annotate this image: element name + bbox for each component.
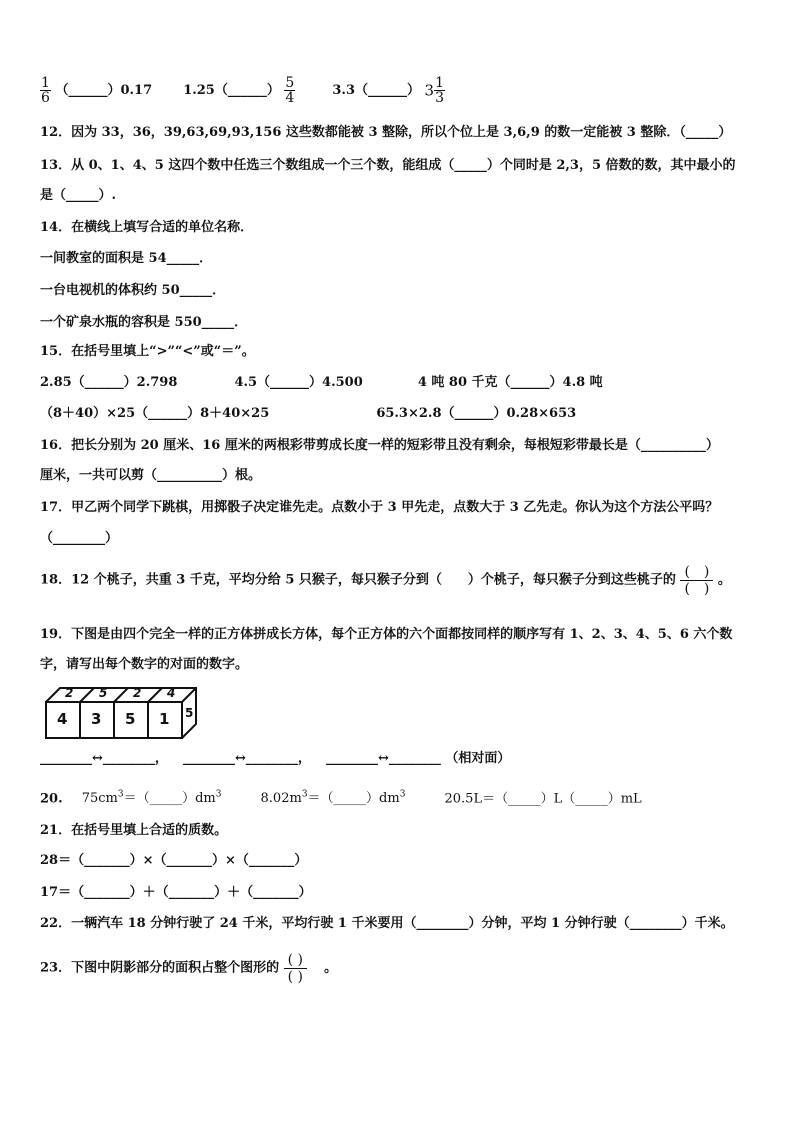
- conversion-a[interactable]: $75cm^3=(\_\_\_\_\_)dm^3$: [81, 790, 222, 807]
- question-21-a[interactable]: 28＝（_______）×（_______）×（_______）: [40, 853, 308, 868]
- cube-front-1: 4: [57, 710, 68, 728]
- question-15: 15．在括号里填上“>”“<”或“＝”。: [40, 344, 255, 359]
- cube-front-3: 5: [125, 710, 136, 728]
- question-21-b[interactable]: 17＝（_______）＋（_______）＋（_______）: [40, 885, 312, 900]
- question-19-answers: ________↔________， ________↔________， ________↔________ （相对面）: [40, 751, 511, 766]
- question-15-row2: [40, 405, 576, 423]
- compare-item[interactable]: 4 吨 80 千克（______）4.8 吨: [417, 375, 603, 390]
- question-19-line2: 字，请写出每个数字的对面的数字。: [40, 657, 249, 672]
- cube-front-2: 3: [91, 710, 102, 728]
- fraction-compare-row: [40, 76, 445, 105]
- question-12: 12．因为 33，36，39,63,69,93,156 这些数都能被 3 整除，所以个位上是 3,6,9 的数一定能被 3 整除．（_____）: [40, 125, 732, 140]
- blank-compare-3[interactable]: 3.3（______）: [332, 83, 420, 98]
- question-14: 14．在横线上填写合适的单位名称．: [40, 220, 254, 235]
- question-21: 21．在括号里填上合适的质数。: [40, 823, 228, 838]
- question-14-c: 一个矿泉水瓶的容积是 550_____．: [40, 315, 248, 330]
- question-16-line1: 16．把长分别为 20 厘米、16 厘米的两根彩带剪成长度一样的短彩带且没有剩余，每根短彩带最长是（__________）: [40, 438, 719, 453]
- question-16-line2: 厘米，一共可以剪（__________）根。: [40, 468, 262, 483]
- question-17-line2: （________）: [40, 531, 119, 546]
- question-17-line1: 17．甲乙两个同学下跳棋，用掷骰子决定谁先走。点数小于 3 甲先走，点数大于 3 乙先走。你认为这个方法公平吗？: [40, 500, 719, 515]
- fraction-one-sixth: $\frac{1}{6}$: [41, 75, 50, 106]
- cube-top-2: 5: [99, 686, 108, 700]
- question-19-line1: 19．下图是由四个完全一样的正方体拼成长方体，每个正方体的六个面都按同样的顺序写有 1、2、3、4、5、6 六个数: [40, 627, 733, 642]
- cube-top-1: 2: [65, 686, 74, 700]
- question-14-a: 一间教室的面积是 54_____．: [40, 251, 213, 266]
- question-13-line1: 13．从 0、1、4、5 这四个数中任选三个数组成一个三个数，能组成（_____）个同时是 2,3，5 倍数的数，其中最小的: [40, 158, 736, 173]
- opposite-pair-2[interactable]: ________↔________，: [182, 751, 311, 766]
- question-14-b: 一台电视机的体积约 50_____．: [40, 283, 226, 298]
- answer-fraction-18[interactable]: $\frac{( )}{( )}$: [680, 564, 713, 597]
- fraction-five-fourths: $\frac{5}{4}$: [285, 75, 295, 106]
- compare-item[interactable]: 65.3×2.8（______）0.28×653: [376, 406, 577, 421]
- conversion-c[interactable]: 20.5L＝（_____）L（_____）mL: [444, 791, 642, 807]
- conversion-b[interactable]: $8.02m^3=(\_\_\_\_\_)dm^3$: [260, 790, 406, 807]
- cube-top-4: 4: [167, 686, 176, 700]
- opposite-pair-3[interactable]: ________↔________: [325, 751, 441, 766]
- question-13-line2: 是（_____）.: [40, 188, 117, 203]
- question-18: 18．12 个桃子，共重 3 千克，平均分给 5 只猴子，每只猴子分到（ ）个桃子，每只猴子分到这些桃子的 $\frac{( )}{( )}$ 。: [40, 564, 731, 597]
- blank-compare-1[interactable]: （______）0.17: [55, 83, 153, 98]
- compare-item[interactable]: （8＋40）×25（______）8＋40×25: [40, 406, 270, 421]
- question-23: 23．下图中阴影部分的面积占整个图形的 $\frac{( )}{( )}$ 。: [40, 952, 338, 985]
- blank-compare-2[interactable]: 1.25（______）: [183, 83, 280, 98]
- question-15-row1: [40, 374, 603, 392]
- question-22: 22．一辆汽车 18 分钟行驶了 24 千米，平均行驶 1 千米要用（________）分钟，平均 1 分钟行驶（________）千米。: [40, 916, 734, 931]
- question-20: 20. $75cm^3=(\_\_\_\_\_)dm^3$ $8.02m^3=(\_\_\_\_\_)dm^3$ 20.5L＝（_____）L（_____）mL: [40, 790, 642, 807]
- compare-item[interactable]: 4.5（______）4.500: [234, 375, 363, 390]
- cube-figure: [44, 686, 204, 742]
- answer-fraction-23[interactable]: $\frac{( )}{( )}$: [284, 952, 307, 985]
- cube-side: 5: [185, 706, 194, 720]
- compare-item[interactable]: 2.85（______）2.798: [40, 375, 178, 390]
- cube-top-3: 2: [133, 686, 142, 700]
- mixed-number: 3 $\frac{1}{3}$: [424, 75, 444, 106]
- opposite-pair-1[interactable]: ________↔________，: [40, 751, 168, 766]
- cube-front-4: 1: [159, 710, 170, 728]
